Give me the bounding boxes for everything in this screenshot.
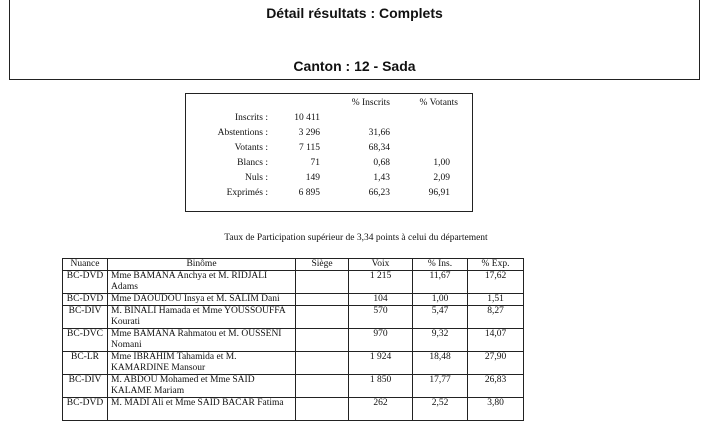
cell-pct-ins: 11,67 [413, 271, 468, 294]
cell-binome: Mme BAMANA Anchya et M. RIDJALI Adams [108, 271, 296, 294]
stats-value: 149 [305, 173, 320, 183]
cell-siege [296, 306, 349, 329]
cell-voix: 570 [349, 306, 413, 329]
stats-row-exprimes [186, 188, 472, 203]
stats-label: Inscrits : [235, 113, 268, 123]
stats-value: 3 296 [298, 128, 320, 138]
header-box [9, 0, 700, 80]
cell-siege [296, 398, 349, 421]
cell-pct-exp: 8,27 [468, 306, 524, 329]
col-header-voix: Voix [349, 259, 413, 271]
cell-binome: Mme DAOUDOU Insya et M. SALIM Dani [108, 294, 296, 306]
table-row [63, 375, 524, 398]
stats-pct-inscrits: 31,66 [368, 128, 390, 138]
stats-row-blancs [186, 158, 472, 173]
cell-nuance: BC-DVD [63, 271, 108, 294]
cell-siege [296, 375, 349, 398]
stats-label: Exprimés : [226, 188, 268, 198]
stats-pct-inscrits: 66,23 [368, 188, 390, 198]
cell-siege [296, 329, 349, 352]
cell-nuance: BC-DVD [63, 398, 108, 421]
cell-voix: 1 850 [349, 375, 413, 398]
stats-row-abstentions [186, 128, 472, 143]
cell-voix: 262 [349, 398, 413, 421]
cell-pct-ins: 5,47 [413, 306, 468, 329]
cell-nuance: BC-DVD [63, 294, 108, 306]
results-header-row [63, 259, 524, 271]
cell-voix: 970 [349, 329, 413, 352]
stats-label: Abstentions : [217, 128, 268, 138]
col-header-pct-ins: % Ins. [413, 259, 468, 271]
cell-nuance: BC-DVC [63, 329, 108, 352]
stats-value: 7 115 [298, 143, 320, 153]
participation-stats-box [185, 93, 473, 212]
table-row [63, 352, 524, 375]
stats-pct-inscrits: 68,34 [368, 143, 390, 153]
stats-value: 10 411 [294, 113, 320, 123]
stats-label: Votants : [234, 143, 268, 153]
cell-pct-ins: 18,48 [413, 352, 468, 375]
cell-siege [296, 352, 349, 375]
canton-title: Canton : 12 - Sada [293, 58, 416, 74]
cell-pct-ins: 9,32 [413, 329, 468, 352]
cell-pct-ins: 1,00 [413, 294, 468, 306]
results-table [62, 258, 524, 421]
stats-row-votants [186, 143, 472, 158]
stats-row-inscrits [186, 113, 472, 128]
cell-siege [296, 271, 349, 294]
stats-label: Blancs : [237, 158, 268, 168]
cell-binome: M. MADI Ali et Mme SAÏD BACAR Fatima [108, 398, 296, 421]
stats-header-pct-inscrits: % Inscrits [351, 98, 390, 108]
cell-pct-ins: 17,77 [413, 375, 468, 398]
stats-value: 71 [310, 158, 320, 168]
stats-pct-votants: 2,09 [433, 173, 450, 183]
cell-pct-ins: 2,52 [413, 398, 468, 421]
cell-binome: Mme IBRAHIM Tahamida et M. KAMARDINE Mansour [108, 352, 296, 375]
col-header-pct-exp: % Exp. [468, 259, 524, 271]
cell-voix: 104 [349, 294, 413, 306]
stats-value: 6 895 [298, 188, 320, 198]
stats-row-nuls [186, 173, 472, 188]
stats-pct-votants: 96,91 [428, 188, 450, 198]
col-header-siege: Siège [296, 259, 349, 271]
participation-note: Taux de Participation supérieur de 3,34 points à celui du département [224, 233, 488, 243]
stats-header-pct-votants: % Votants [419, 98, 458, 108]
stats-pct-inscrits: 1,43 [373, 173, 390, 183]
cell-nuance: BC-DIV [63, 375, 108, 398]
cell-pct-exp: 26,83 [468, 375, 524, 398]
stats-label: Nuls : [245, 173, 268, 183]
cell-nuance: BC-LR [63, 352, 108, 375]
stats-pct-inscrits: 0,68 [373, 158, 390, 168]
cell-pct-exp: 17,62 [468, 271, 524, 294]
table-row [63, 398, 524, 421]
cell-pct-exp: 14,07 [468, 329, 524, 352]
table-row [63, 271, 524, 294]
col-header-binome: Binôme [108, 259, 296, 271]
table-row [63, 329, 524, 352]
cell-pct-exp: 1,51 [468, 294, 524, 306]
cell-pct-exp: 27,90 [468, 352, 524, 375]
cell-voix: 1 215 [349, 271, 413, 294]
cell-binome: M. ABDOU Mohamed et Mme SAID KALAME Mariam [108, 375, 296, 398]
page-title: Détail résultats : Complets [266, 5, 443, 21]
cell-pct-exp: 3,80 [468, 398, 524, 421]
stats-pct-votants: 1,00 [433, 158, 450, 168]
cell-voix: 1 924 [349, 352, 413, 375]
cell-siege [296, 294, 349, 306]
cell-binome: Mme BAMANA Rahmatou et M. OUSSENI Nomani [108, 329, 296, 352]
cell-nuance: BC-DIV [63, 306, 108, 329]
table-row [63, 306, 524, 329]
col-header-nuance: Nuance [63, 259, 108, 271]
table-row [63, 294, 524, 306]
cell-binome: M. BINALI Hamada et Mme YOUSSOUFFA Kourati [108, 306, 296, 329]
